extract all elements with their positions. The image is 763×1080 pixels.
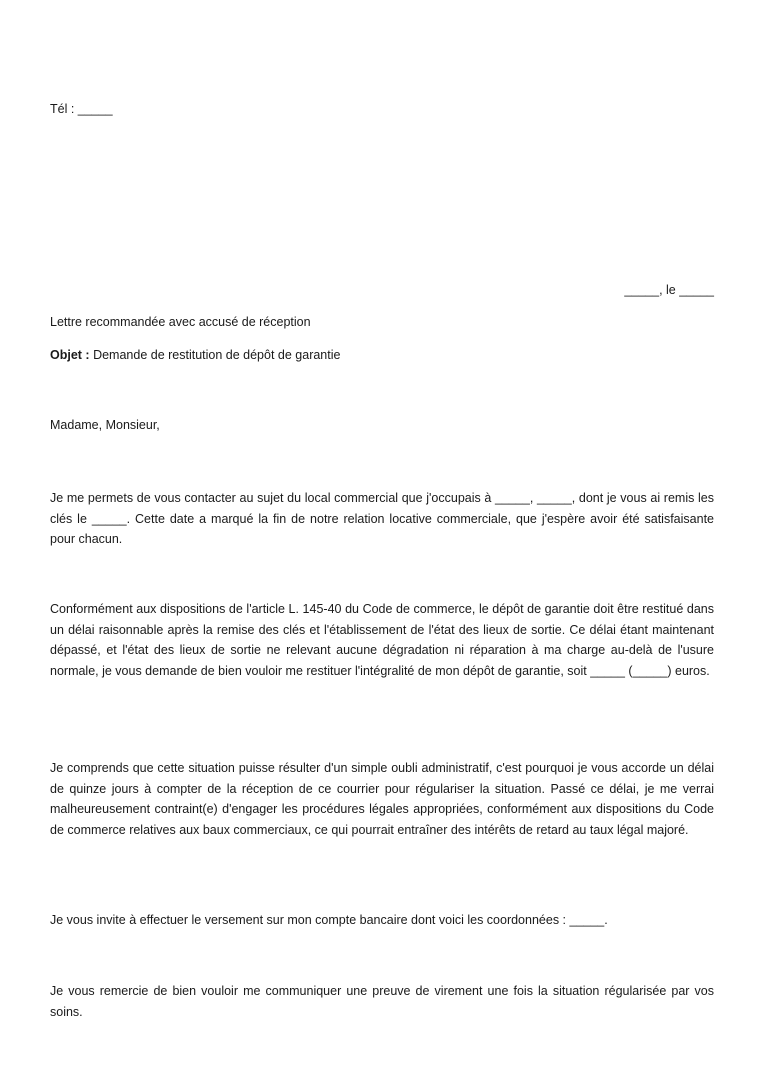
phone-line: Tél : _____ xyxy=(50,102,113,116)
mailing-mode: Lettre recommandée avec accusé de réception xyxy=(50,315,311,329)
subject-line xyxy=(50,348,340,362)
subject-text: Demande de restitution de dépôt de garantie xyxy=(89,348,341,362)
paragraph-bank-details: Je vous invite à effectuer le versement sur mon compte bancaire dont voici les coordonnées : _____. xyxy=(50,913,608,927)
place-date: _____, le _____ xyxy=(624,283,714,297)
subject-label: Objet : xyxy=(50,348,90,362)
paragraph-deadline: Je comprends que cette situation puisse résulter d'un simple oubli administratif, c'est pourquoi je vous accorde un délai de quinze jours à compter de la réception de ce courrier pour régulariser la situation. Passé ce délai, je me verrai malheureusement contraint(e) d'engager les procédures légales appropriées, conformément aux dispositions du Code de commerce relatives aux baux commerciaux, ce qui pourrait entraîner des intérêts de retard au taux légal majoré. xyxy=(50,761,714,837)
paragraph-premises: Je me permets de vous contacter au sujet du local commercial que j'occupais à _____, _____, dont je vous ai remis les clés le _____. Cette date a marqué la fin de notre relation locative commerciale, que j'espère avoir été satisfaisante pour chacun. xyxy=(50,491,714,546)
paragraph-proof-request: Je vous remercie de bien vouloir me communiquer une preuve de virement une fois la situation régularisée par vos soins. xyxy=(50,984,714,1019)
salutation: Madame, Monsieur, xyxy=(50,418,160,432)
paragraph-legal-basis: Conformément aux dispositions de l'article L. 145-40 du Code de commerce, le dépôt de garantie doit être restitué dans un délai raisonnable après la remise des clés et l'établissement de l'état des lieux de sortie. Ce délai étant maintenant dépassé, et l'état des lieux de sortie ne relevant aucune dégradation ni réparation à ma charge au-delà de l'usure normale, je vous demande de bien vouloir me restituer l'intégralité de mon dépôt de garantie, soit _____ (_____) euros. xyxy=(50,602,714,678)
